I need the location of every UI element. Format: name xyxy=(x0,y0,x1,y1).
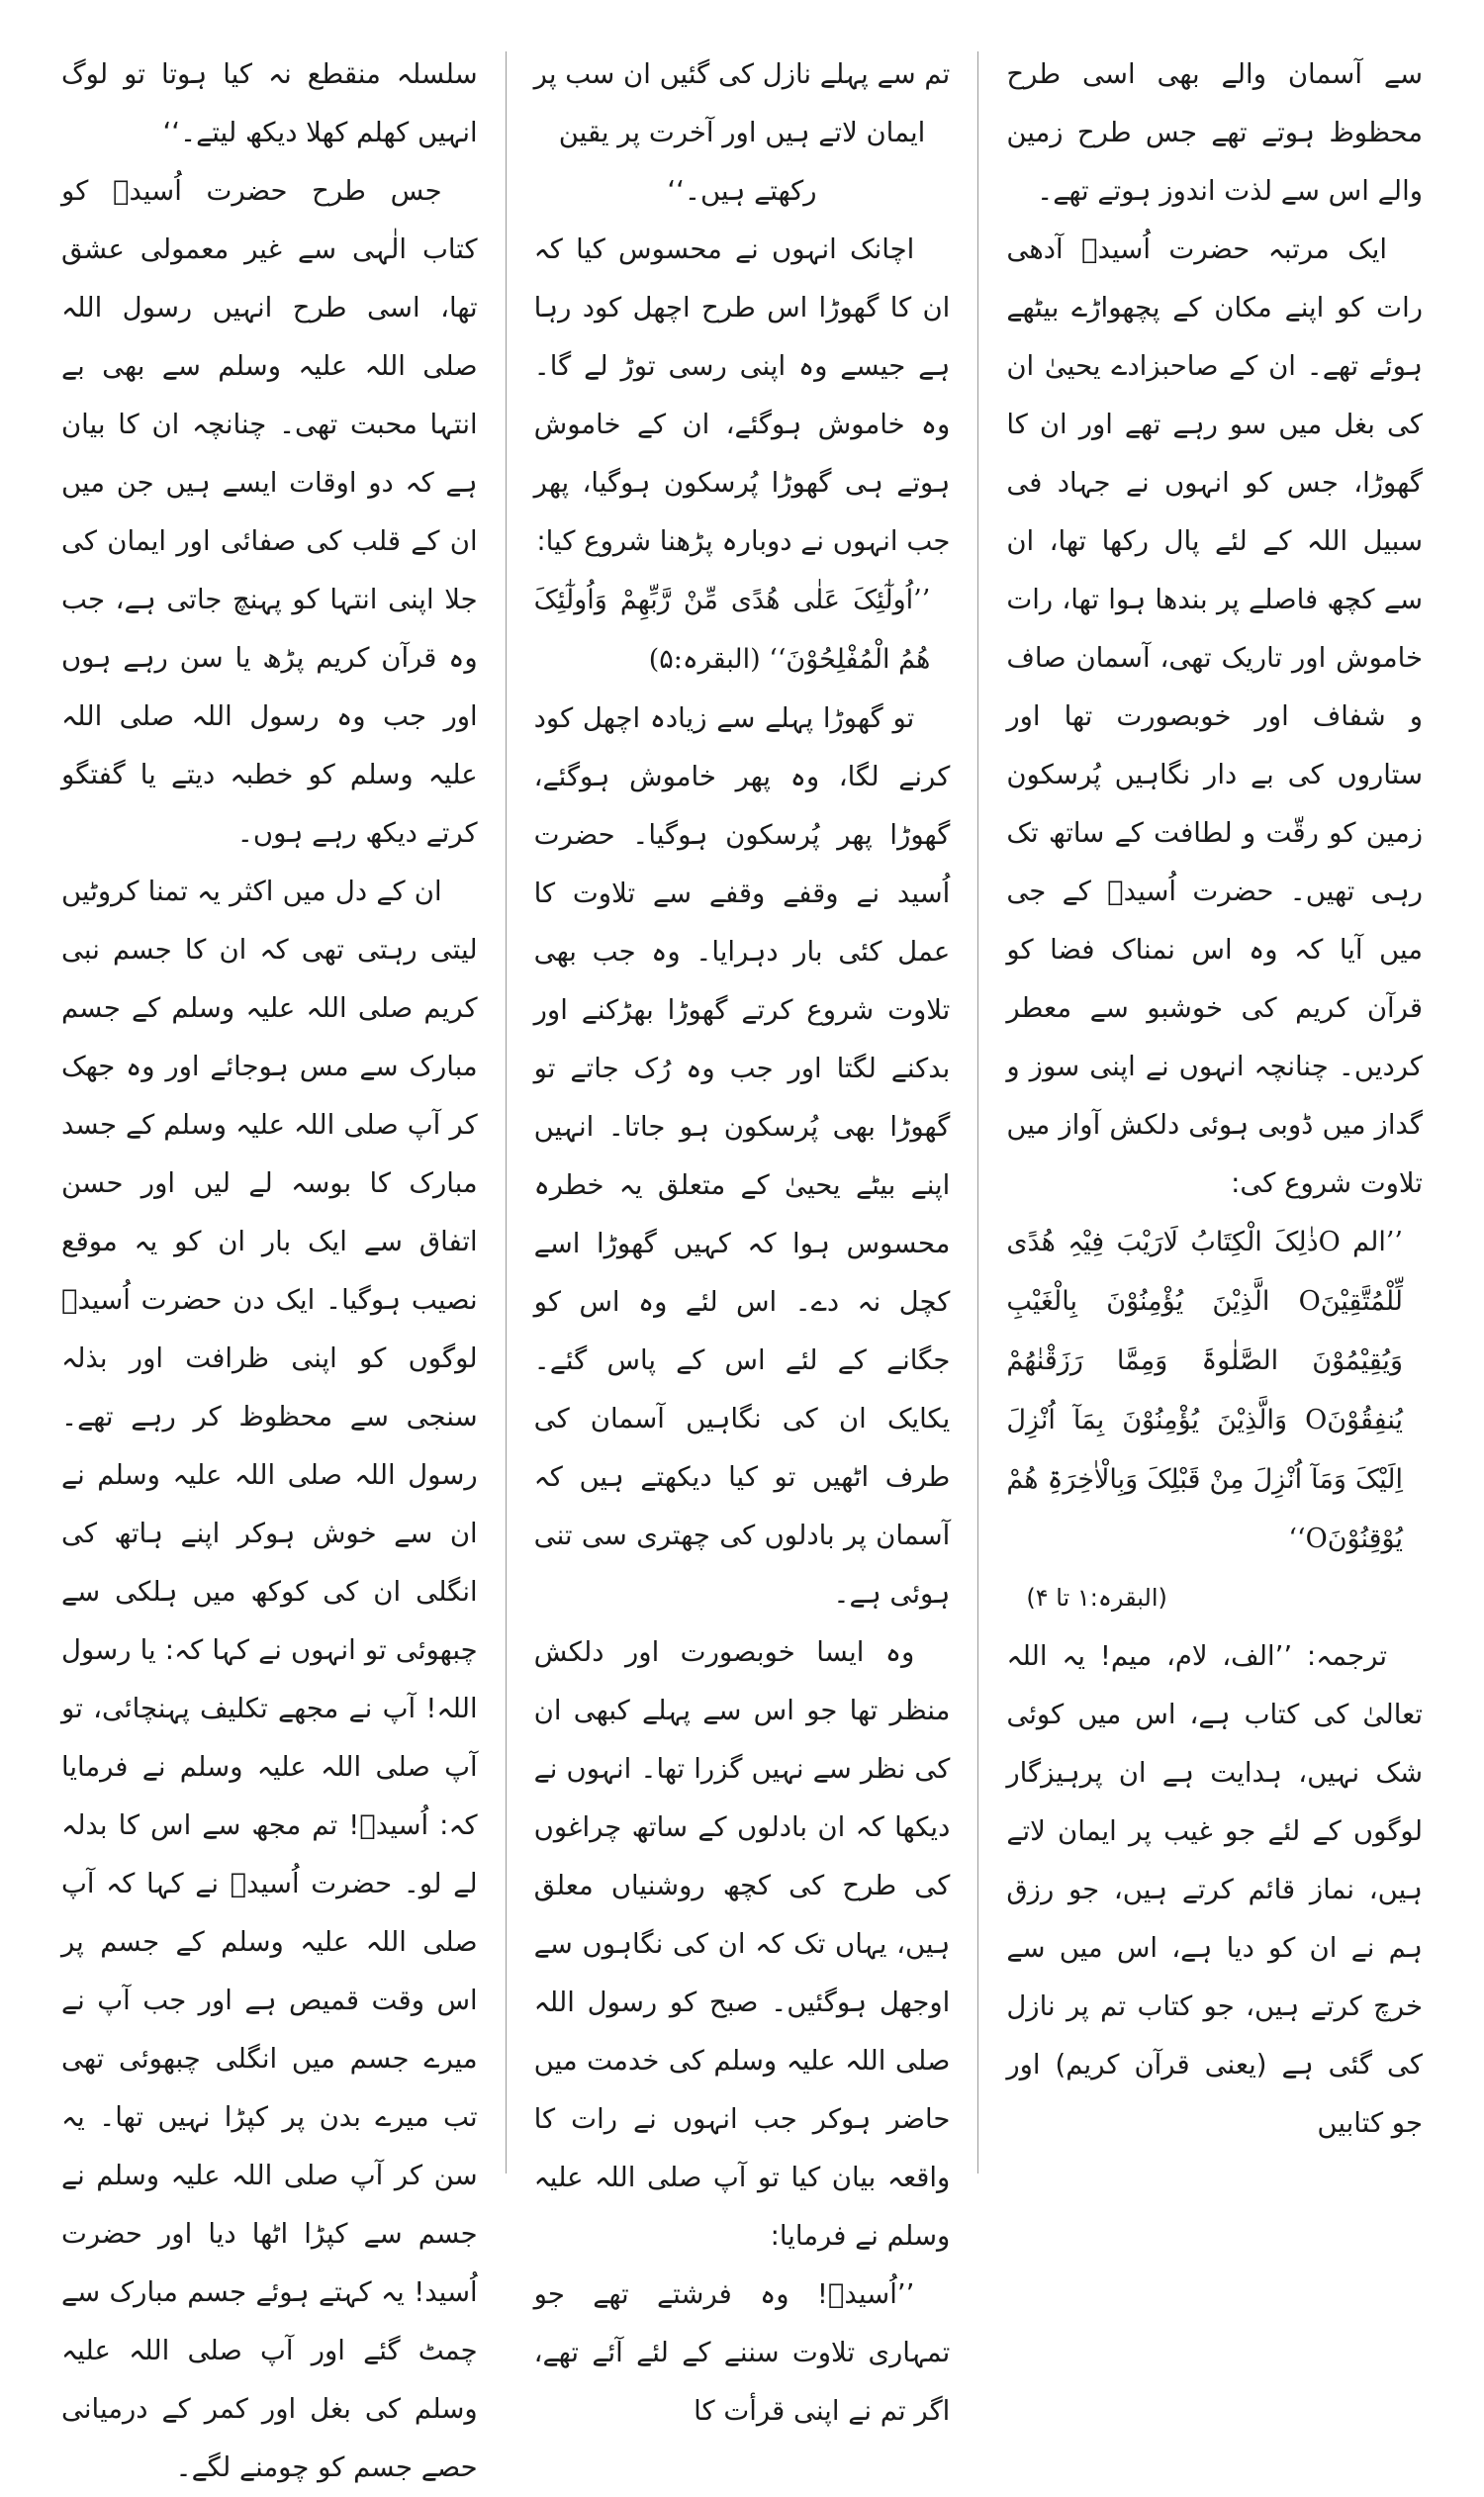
verse-reference: (البقرہ:۱ تا ۴) xyxy=(1026,1584,1167,1612)
quran-verse: ’’الم Oذٰلِکَ الْکِتَابُ لَارَیْبَ فِیْہِ ھُدًی لِّلْمُتَّقِیْنَO الَّذِیْنَ یُؤْمِنُوْنَ بِالْغَیْبِ وَیُقِیْمُوْنَ الصَّلٰوۃَ وَمِمَّا رَزَقْنٰھُمْ یُنفِقُوْنَO وَالَّذِیْنَ یُؤْمِنُوْنَ بِمَآ اُنْزِلَ اِلَیْکَ وَمَآ اُنْزِلَ مِنْ قَبْلِکَ وَبِالْاٰخِرَۃِ ھُمْ یُوْقِنُوْنَO‘‘ xyxy=(1006,1227,1403,1554)
body-paragraph: وہ ایسا خوبصورت اور دلکش منظر تھا جو اس سے پہلے کبھی ان کی نظر سے نہیں گزرا تھا۔ انہوں نے دیکھا کہ ان بادلوں کے ساتھ چراغوں کی طرح کی کچھ روشنیاں معلق ہیں، یہاں تک کہ ان کی نگاہوں سے اوجھل ہوگئیں۔ صبح کو رسول اللہ صلی اللہ علیہ وسلم کی خدمت میں حاضر ہوکر جب انہوں نے رات کا واقعہ بیان کیا تو آپ صلی اللہ علیہ وسلم نے فرمایا: xyxy=(533,1636,951,2252)
body-paragraph: ترجمہ: ’’الف، لام، میم! یہ اللہ تعالیٰ کی کتاب ہے، اس میں کوئی شک نہیں، ہدایت ہے ان پرہیزگار لوگوں کے لئے جو غیب پر ایمان لاتے ہیں، نماز قائم کرتے ہیں، جو رزق ہم نے ان کو دیا ہے، اس میں سے خرچ کرتے ہیں، جو کتاب تم پر نازل کی گئی ہے (یعنی قرآن کریم) اور جو کتابیں xyxy=(1006,1640,1423,2139)
body-paragraph: اچانک انہوں نے محسوس کیا کہ ان کا گھوڑا اس طرح اچھل کود رہا ہے جیسے وہ اپنی رسی توڑ لے گا۔ وہ خاموش ہوگئے، ان کے خاموش ہوتے ہی گھوڑا پُرسکون ہوگیا، پھر جب انہوں نے دوبارہ پڑھنا شروع کیا: xyxy=(533,233,951,557)
body-paragraph: سے آسمان والے بھی اسی طرح محظوظ ہوتے تھے جس طرح زمین والے اس سے لذت اندوز ہوتے تھے۔ xyxy=(1006,58,1423,207)
column-left xyxy=(34,46,506,2483)
body-paragraph: ان کے دل میں اکثر یہ تمنا کروٹیں لیتی رہتی تھی کہ ان کا جسم نبی کریم صلی اللہ علیہ وسلم کے جسم مبارک سے مس ہوجائے اور وہ جھک کر آپ صلی اللہ علیہ وسلم کے جسد مبارک کا بوسہ لے لیں اور حسن اتفاق سے ایک بار ان کو یہ موقع نصیب ہوگیا۔ ایک دن حضرت اُسیدؓ لوگوں کو اپنی ظرافت اور بذلہ سنجی سے محظوظ کر رہے تھے۔ رسول اللہ صلی اللہ علیہ وسلم نے ان سے خوش ہوکر اپنے ہاتھ کی انگلی ان کی کوکھ میں ہلکی سے چبھوئی تو انہوں نے کہا کہ: یا رسول اللہ! آپ نے مجھے تکلیف پہنچائی، تو آپ صلی اللہ علیہ وسلم نے فرمایا کہ: اُسیدؓ! تم مجھ سے اس کا بدلہ لے لو۔ حضرت اُسیدؓ نے کہا کہ آپ صلی اللہ علیہ وسلم کے جسم پر اس وقت قمیص ہے اور جب آپ نے میرے جسم میں انگلی چبھوئی تھی تب میرے بدن پر کپڑا نہیں تھا۔ یہ سن کر آپ صلی اللہ علیہ وسلم نے جسم سے کپڑا اٹھا دیا اور حضرت اُسید! یہ کہتے ہوئے جسم مبارک سے چمٹ گئے اور آپ صلی اللہ علیہ وسلم کی بغل اور کمر کے درمیانی حصے جسم کو چومنے لگے۔ xyxy=(60,876,478,2483)
body-paragraph: ایک مرتبہ حضرت اُسیدؓ آدھی رات کو اپنے مکان کے پچھواڑے بیٹھے ہوئے تھے۔ ان کے صاحبزادے یحییٰ ان کی بغل میں سو رہے تھے اور ان کا گھوڑا، جس کو انہوں نے جہاد فی سبیل اللہ کے لئے پال رکھا تھا، ان سے کچھ فاصلے پر بندھا ہوا تھا، رات خاموش اور تاریک تھی، آسمان صاف و شفاف اور خوبصورت تھا اور ستاروں کی بے دار نگاہیں پُرسکون زمین کو رقّت و لطافت کے ساتھ تک رہی تھیں۔ حضرت اُسیدؓ کے جی میں آیا کہ وہ اس نمناک فضا کو قرآن کریم کی خوشبو سے معطر کردیں۔ چنانچہ انہوں نے اپنی سوز و گداز میں ڈوبی ہوئی دلکش آواز میں تلاوت شروع کی: xyxy=(1006,233,1423,1199)
body-paragraph: سلسلہ منقطع نہ کیا ہوتا تو لوگ انہیں کھلم کھلا دیکھ لیتے۔‘‘ xyxy=(60,58,478,148)
column-middle xyxy=(507,46,978,2427)
body-paragraph: تم سے پہلے نازل کی گئیں ان سب پر ایمان لاتے ہیں اور آخرت پر یقین رکھتے ہیں۔‘‘ xyxy=(533,58,951,207)
column-right xyxy=(978,46,1450,2137)
body-paragraph: ’’اُسیدؓ! وہ فرشتے تھے جو تمہاری تلاوت سننے کے لئے آئے تھے، اگر تم نے اپنی قرأت کا xyxy=(533,2278,951,2427)
body-paragraph: جس طرح حضرت اُسیدؓ کو کتاب الٰہی سے غیر معمولی عشق تھا، اسی طرح انہیں رسول اللہ صلی اللہ علیہ وسلم سے بھی بے انتہا محبت تھی۔ چنانچہ ان کا بیان ہے کہ دو اوقات ایسے ہیں جن میں ان کے قلب کی صفائی اور ایمان کی جلا اپنی انتہا کو پہنچ جاتی ہے، جب وہ قرآن کریم پڑھ یا سن رہے ہوں اور جب وہ رسول اللہ صلی اللہ علیہ وسلم کو خطبہ دیتے یا گفتگو کرتے دیکھ رہے ہوں۔ xyxy=(60,175,478,849)
body-paragraph: تو گھوڑا پہلے سے زیادہ اچھل کود کرنے لگا، وہ پھر خاموش ہوگئے، گھوڑا پھر پُرسکون ہوگیا۔ حضرت اُسید نے وقفے وقفے سے تلاوت کا عمل کئی بار دہرایا۔ وہ جب بھی تلاوت شروع کرتے گھوڑا بھڑکنے اور بدکنے لگتا اور جب وہ رُک جاتے تو گھوڑا بھی پُرسکون ہو جاتا۔ انہیں اپنے بیٹے یحییٰ کے متعلق یہ خطرہ محسوس ہوا کہ کہیں گھوڑا اسے کچل نہ دے۔ اس لئے وہ اس کو جگانے کے لئے اس کے پاس گئے۔ یکایک ان کی نگاہیں آسمان کی طرف اٹھیں تو کیا دیکھتے ہیں کہ آسمان پر بادلوں کی چھتری سی تنی ہوئی ہے۔ xyxy=(533,702,951,1610)
quran-verse: ’’اُولٰٓئِکَ عَلٰی ھُدًی مِّنْ رَّبِّھِمْ وَاُولٰٓئِکَ ھُمُ الْمُفْلِحُوْنَ‘‘ (البقرہ:۵) xyxy=(533,585,931,675)
